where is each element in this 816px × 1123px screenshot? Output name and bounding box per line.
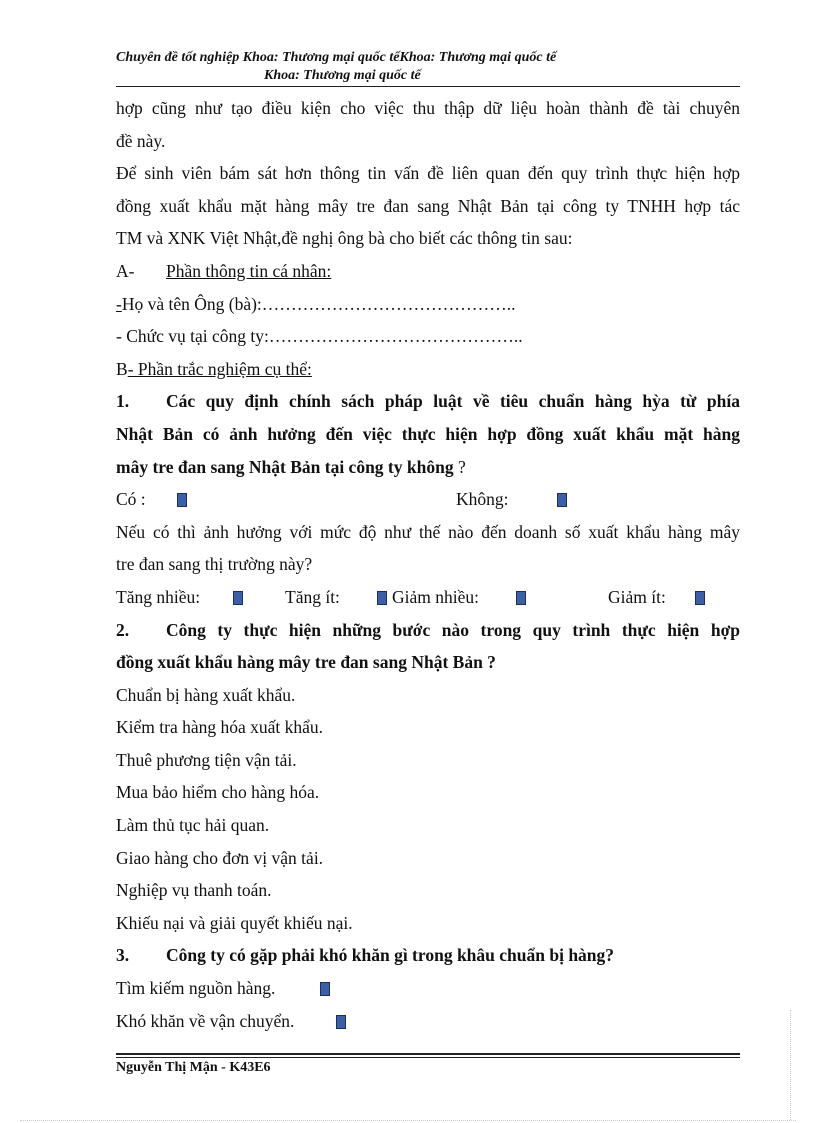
section-b-heading bbox=[116, 353, 740, 386]
section-b-title: - Phần trắc nghiệm cụ thể: bbox=[127, 358, 312, 379]
increase-little-checkbox[interactable] bbox=[377, 591, 387, 605]
q3-option-row bbox=[116, 972, 740, 1005]
q2-step: Thuê phương tiện vận tải. bbox=[116, 749, 297, 770]
footer-divider bbox=[116, 1053, 740, 1055]
q1-text-end: ? bbox=[453, 456, 466, 477]
footer-divider bbox=[116, 1057, 740, 1058]
document-body bbox=[116, 92, 740, 1037]
header-subtitle: Khoa: Thương mại quốc tế bbox=[264, 68, 421, 83]
q2-line: đồng xuất khẩu hàng mây tre đan sang Nhật Bản ? bbox=[116, 652, 496, 673]
q1-line bbox=[116, 385, 740, 418]
q1-followup-line: tre đan sang thị trường này? bbox=[116, 554, 313, 575]
q1-text: Các quy định chính sách pháp luật về tiêu chuẩn hàng hỳa từ phía bbox=[166, 391, 740, 412]
section-a-heading bbox=[116, 255, 740, 288]
q2-text: Công ty thực hiện những bước nào trong quy trình thực hiện hợp bbox=[166, 619, 740, 640]
q1-yes-checkbox[interactable] bbox=[177, 493, 187, 507]
option-label: Giảm ít: bbox=[608, 586, 666, 607]
q2-step: Chuẩn bị hàng xuất khẩu. bbox=[116, 684, 296, 705]
q3-number: 3. bbox=[116, 945, 130, 966]
q2-step: Kiểm tra hàng hóa xuất khẩu. bbox=[116, 717, 324, 738]
section-a-title: Phần thông tin cá nhân: bbox=[166, 260, 332, 281]
position-field[interactable]: - Chức vụ tại công ty:…………………………………….. bbox=[116, 326, 523, 347]
q2-step: Giao hàng cho đơn vị vận tải. bbox=[116, 847, 324, 868]
q3-option-label: Khó khăn về vận chuyển. bbox=[116, 1010, 295, 1031]
header-divider bbox=[116, 86, 740, 87]
header-title: Chuyên đề tốt nghiệp Khoa: Thương mại quốc tếKhoa: Thương mại quốc tế bbox=[116, 50, 557, 65]
q2-line bbox=[116, 614, 740, 647]
q1-no-checkbox[interactable] bbox=[557, 493, 567, 507]
page-edge-marker bbox=[20, 1120, 796, 1121]
increase-much-checkbox[interactable] bbox=[233, 591, 243, 605]
name-field-label: Họ và tên Ông (bà):…………………………………….. bbox=[121, 293, 516, 314]
q1-impact-options bbox=[116, 581, 740, 614]
q1-yes-no-row bbox=[116, 483, 740, 516]
q1-line bbox=[116, 451, 740, 484]
transport-checkbox[interactable] bbox=[336, 1015, 346, 1029]
intro-line: đề này. bbox=[116, 130, 166, 151]
option-label: Giảm nhiều: bbox=[392, 586, 479, 607]
intro-line: đồng xuất khẩu mặt hàng mây tre đan sang Nhật Bản tại công ty TNHH hợp tác bbox=[116, 195, 740, 216]
q2-step: Mua bảo hiểm cho hàng hóa. bbox=[116, 782, 320, 803]
intro-line: Để sinh viên bám sát hơn thông tin vấn đề liên quan đến quy trình thực hiện hợp bbox=[116, 163, 740, 184]
q1-no-label: Không: bbox=[456, 489, 509, 510]
decrease-little-checkbox[interactable] bbox=[695, 591, 705, 605]
q1-line: Nhật Bản có ảnh hưởng đến việc thực hiện hợp đồng xuất khẩu mặt hàng bbox=[116, 423, 740, 444]
section-a-marker: A- bbox=[116, 260, 135, 281]
section-b-marker: B bbox=[116, 358, 128, 379]
q2-step: Khiếu nại và giải quyết khiếu nại. bbox=[116, 912, 353, 933]
option-label: Tăng nhiều: bbox=[116, 586, 201, 607]
intro-line: hợp cũng như tạo điều kiện cho việc thu thập dữ liệu hoàn thành đề tài chuyên bbox=[116, 98, 740, 118]
q2-step: Làm thủ tục hải quan. bbox=[116, 815, 270, 836]
q3-option-row bbox=[116, 1005, 740, 1038]
q3-text: Công ty có gặp phải khó khăn gì trong khâu chuẩn bị hàng? bbox=[166, 945, 615, 966]
name-field[interactable] bbox=[116, 288, 740, 321]
q2-step: Nghiệp vụ thanh toán. bbox=[116, 880, 272, 901]
q1-text: mây tre đan sang Nhật Bản tại công ty không bbox=[116, 456, 454, 477]
intro-line: TM và XNK Việt Nhật,đề nghị ông bà cho biết các thông tin sau: bbox=[116, 228, 573, 249]
q3-option-label: Tìm kiếm nguồn hàng. bbox=[116, 978, 276, 999]
decrease-much-checkbox[interactable] bbox=[516, 591, 526, 605]
find-supply-checkbox[interactable] bbox=[320, 982, 330, 996]
q1-followup-line: Nếu có thì ảnh hưởng với mức độ như thế nào đến doanh số xuất khẩu hàng mây bbox=[116, 521, 740, 542]
name-field-dash: - bbox=[116, 293, 122, 314]
q2-number: 2. bbox=[116, 619, 130, 640]
q3-line bbox=[116, 939, 740, 972]
option-label: Tăng ít: bbox=[285, 586, 340, 607]
page-edge-marker bbox=[790, 1010, 791, 1120]
page-header bbox=[116, 49, 740, 85]
q1-yes-label: Có : bbox=[116, 489, 146, 510]
footer-author: Nguyễn Thị Mận - K43E6 bbox=[116, 1060, 271, 1075]
q1-number: 1. bbox=[116, 391, 130, 412]
